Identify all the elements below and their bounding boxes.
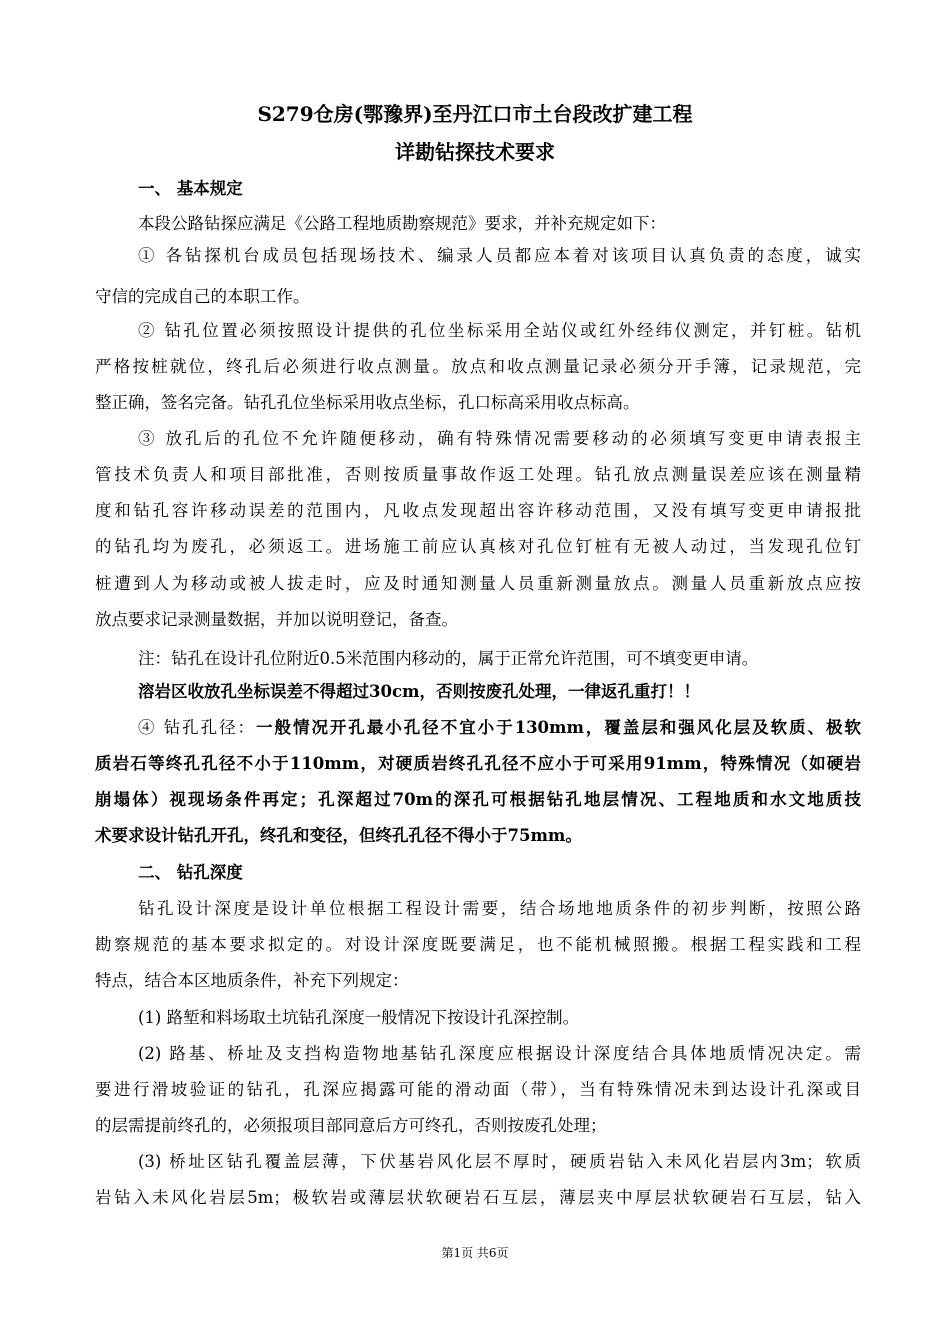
depth-item-2-line: 的层需提前终孔的，必须报项目部同意后方可终孔，否则按废孔处理；	[95, 1116, 607, 1135]
rule-3-line: 度和钻孔容许移动误差的范围内，凡收点发现超出容许移动范围，又没有填写变更申请报批	[95, 501, 861, 520]
depth-paragraph-line: 勘察规范的基本要求拟定的。对设计深度既要满足，也不能机械照搬。根据工程实践和工程	[95, 935, 861, 954]
rule-3-line: 的钻孔均为废孔，必须返工。进场施工前应认真核对孔位钉桩有无被人动过，当发现孔位钉	[95, 537, 861, 556]
rule-4-text: 一般情况开孔最小孔径不宜小于130mm，覆盖层和强风化层及软质、极软	[256, 718, 861, 737]
rule-3-line: ③ 放孔后的孔位不允许随便移动，确有特殊情况需要移动的必须填写变更申请表报主	[138, 429, 861, 448]
depth-item-2-line: 要进行滑坡验证的钻孔，孔深应揭露可能的滑动面（带），当有特殊情况未到达设计孔深或目	[95, 1080, 861, 1099]
rule-1-line: 守信的完成自己的本职工作。	[95, 287, 310, 306]
note-line: 注：钻孔在设计孔位附近0.5米范围内移动的，属于正常允许范围，可不填变更申请。	[138, 649, 759, 668]
section-heading-drilling-depth: 二、 钻孔深度	[138, 863, 243, 882]
depth-item-1: (1) 路堑和料场取土坑钻孔深度一般情况下按设计孔深控制。	[138, 1008, 580, 1027]
rule-4-prefix: ④ 钻孔孔径：	[138, 718, 257, 737]
intro-paragraph: 本段公路钻探应满足《公路工程地质勘察规范》要求，并补充规定如下：	[138, 214, 666, 233]
rule-3-line: 桩遭到人为移动或被人拔走时，应及时通知测量人员重新测量放点。测量人员重新放点应按	[95, 574, 861, 593]
depth-item-3-line: 岩钻入未风化岩层5m；极软岩或薄层状软硬岩石互层，薄层夹中厚层状软硬岩石互层，钻入	[95, 1188, 861, 1207]
rule-4-line: 崩塌体）视现场条件再定；孔深超过70m的深孔可根据钻孔地层情况、工程地质和水文地质技	[95, 790, 861, 809]
rule-4-line: 术要求设计钻孔开孔，终孔和变径，但终孔孔径不得小于75mm。	[95, 826, 582, 845]
rule-3-line: 管技术负责人和项目部批准，否则按质量事故作返工处理。钻孔放点测量误差应该在测量精	[95, 465, 861, 484]
depth-item-3-line: (3) 桥址区钻孔覆盖层薄，下伏基岩风化层不厚时，硬质岩钻入未风化岩层内3m；软质	[138, 1152, 861, 1171]
karst-warning-line: 溶岩区收放孔坐标误差不得超过30cm，否则按废孔处理，一律返孔重打！！	[138, 682, 700, 701]
depth-paragraph-line: 特点，结合本区地质条件，补充下列规定：	[95, 971, 409, 990]
rule-4-line: 质岩石等终孔孔径不小于110mm，对硬质岩终孔孔径不应小于可采用91mm，特殊情况（如硬岩	[95, 754, 861, 773]
depth-item-2-line: (2) 路基、桥址及支挡构造物地基钻孔深度应根据设计深度结合具体地质情况决定。需	[138, 1044, 861, 1063]
depth-paragraph-line: 钻孔设计深度是设计单位根据工程设计需要，结合场地地质条件的初步判断，按照公路	[138, 899, 861, 918]
rule-3-line: 放点要求记录测量数据，并加以说明登记，备查。	[95, 610, 458, 629]
page-footer: 第1页 共6页	[441, 1246, 509, 1260]
document-subtitle: 详勘钻探技术要求	[395, 140, 555, 164]
section-heading-basic-rules: 一、 基本规定	[138, 179, 243, 198]
rule-1-line: ① 各钻探机台成员包括现场技术、编录人员都应本着对该项目认真负责的态度，诚实	[138, 246, 861, 265]
rule-2-line: ② 钻孔位置必须按照设计提供的孔位坐标采用全站仪或红外经纬仪测定，并钉桩。钻机	[138, 321, 861, 340]
rule-2-line: 整正确，签名完备。钻孔孔位坐标采用收点坐标，孔口标高采用收点标高。	[95, 393, 640, 412]
rule-2-line: 严格按桩就位，终孔后必须进行收点测量。放点和收点测量记录必须分开手簿，记录规范，完	[95, 357, 861, 376]
rule-4-line	[138, 710, 861, 746]
document-title: S279仓房(鄂豫界)至丹江口市土台段改扩建工程	[257, 102, 693, 126]
